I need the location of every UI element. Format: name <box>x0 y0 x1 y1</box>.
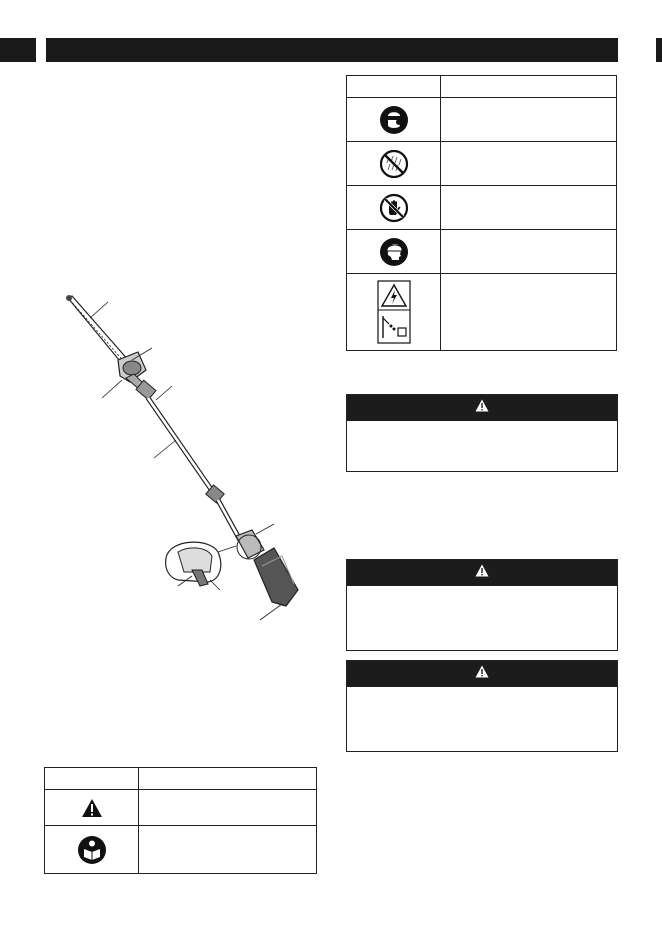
header-tab-left <box>0 38 36 62</box>
warning-triangle-icon <box>45 790 139 826</box>
blade-drawing <box>66 295 130 366</box>
table-cell-text <box>441 142 617 186</box>
table-cell-text <box>441 186 617 230</box>
table-cell-text <box>139 826 317 874</box>
table-row <box>347 274 617 351</box>
warning-box-3 <box>346 660 618 752</box>
warning-triangle-icon <box>475 665 489 683</box>
warning-box-2 <box>346 559 618 651</box>
table-cell-text <box>441 230 617 274</box>
pole-hedge-trimmer-illustration <box>60 290 310 630</box>
table-row <box>45 790 317 826</box>
table-header-cell <box>347 76 441 98</box>
table-cell-text <box>441 274 617 351</box>
table-header-cell <box>441 76 617 98</box>
warning-bar <box>347 395 617 421</box>
warning-triangle-icon <box>475 564 489 582</box>
table-row <box>45 826 317 874</box>
table-header-cell <box>45 768 139 790</box>
header-tab-right <box>656 38 662 62</box>
table-header-cell <box>139 768 317 790</box>
electric-hazard-distance-icon <box>347 274 441 351</box>
table-row <box>347 98 617 142</box>
battery-drawing <box>254 548 298 606</box>
trigger-detail-drawing <box>166 542 236 586</box>
no-rain-icon <box>347 142 441 186</box>
table-cell-text <box>441 98 617 142</box>
handle-drawing <box>236 530 264 559</box>
eye-ear-protection-icon <box>347 98 441 142</box>
pole-drawing <box>148 398 240 540</box>
table-row <box>347 230 617 274</box>
symbol-table-right <box>346 75 617 351</box>
table-header-row <box>45 768 317 790</box>
warning-bar <box>347 661 617 687</box>
table-row <box>347 186 617 230</box>
warning-box-1 <box>346 394 618 472</box>
symbol-table-left <box>44 767 317 874</box>
table-row <box>347 142 617 186</box>
head-protection-icon <box>347 230 441 274</box>
warning-triangle-icon <box>475 399 489 417</box>
table-header-row <box>347 76 617 98</box>
read-manual-icon <box>45 826 139 874</box>
warning-bar <box>347 560 617 586</box>
header-bar <box>46 38 618 62</box>
no-hand-contact-icon <box>347 186 441 230</box>
table-cell-text <box>139 790 317 826</box>
